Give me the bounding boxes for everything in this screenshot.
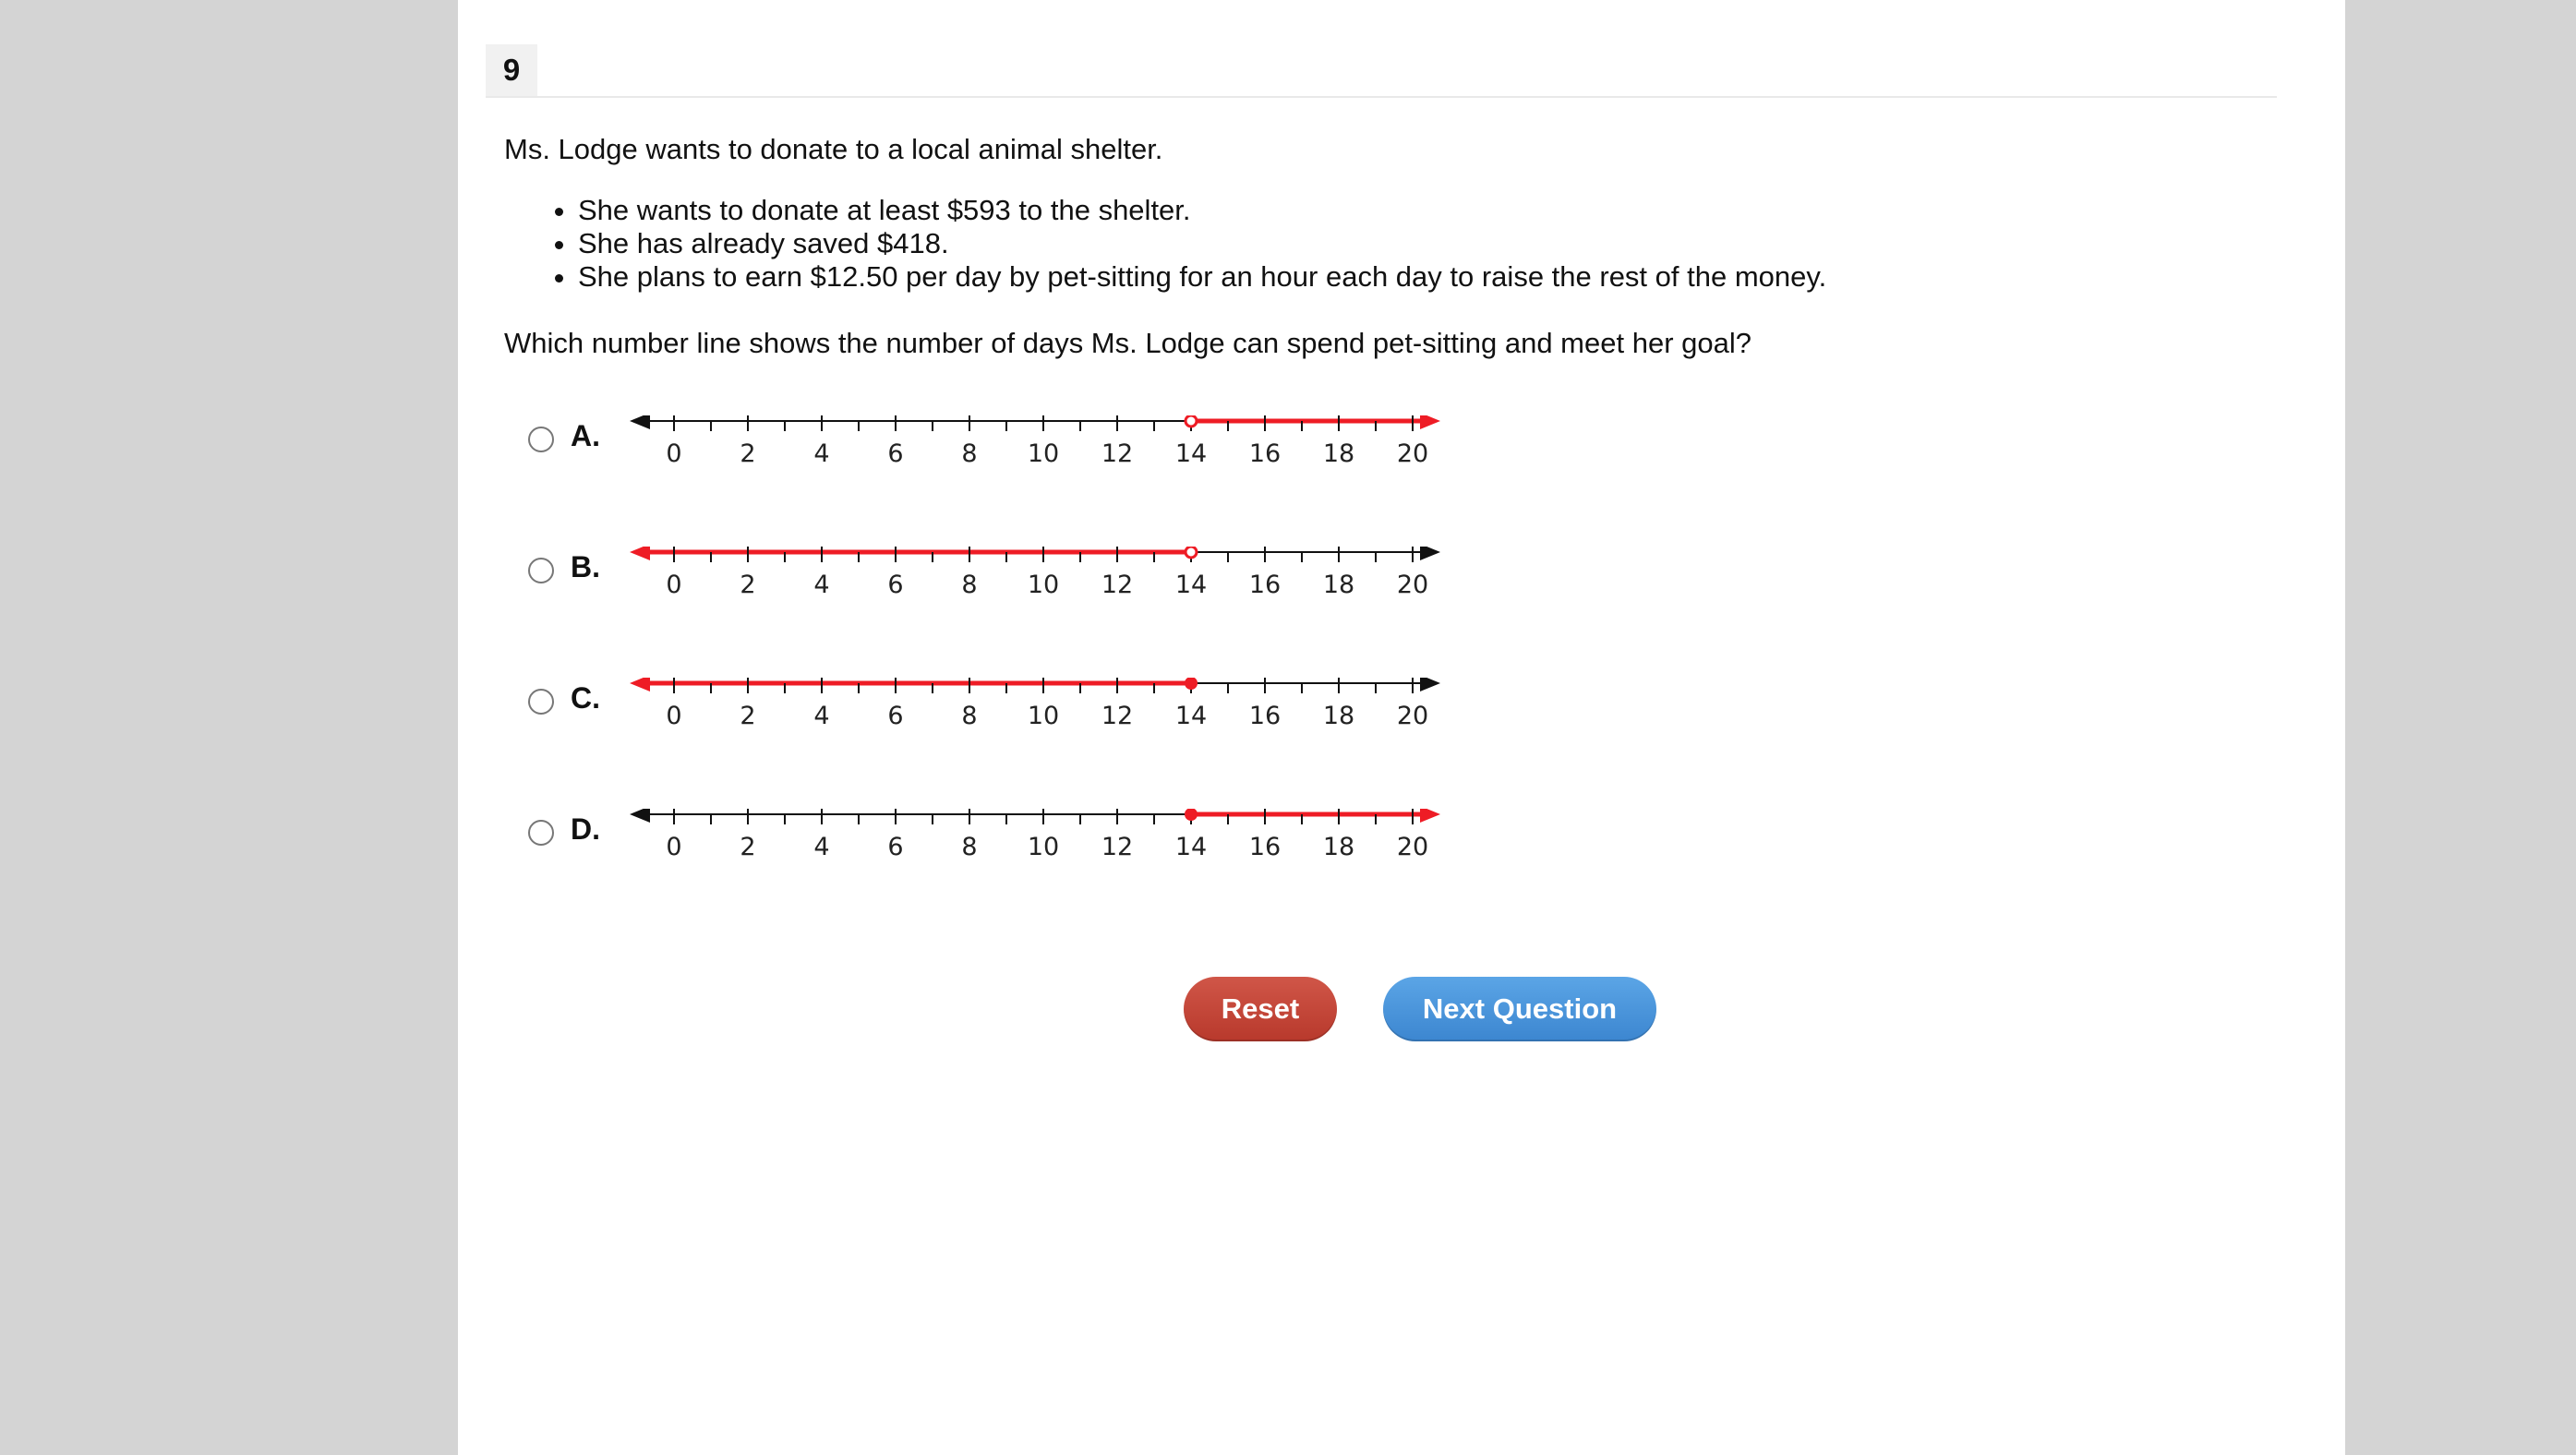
tick-label: 20: [1396, 439, 1429, 468]
right-arrow: [1420, 415, 1440, 429]
option-c-number-line: [630, 678, 1461, 752]
right-arrow: [1420, 809, 1440, 823]
tick-label: 10: [1027, 439, 1060, 468]
tick-label: 4: [813, 833, 830, 861]
tick-label: 0: [666, 702, 682, 730]
question-card: [458, 0, 2345, 1455]
question-intro: Ms. Lodge wants to donate to a local animal shelter.: [504, 133, 1163, 165]
left-arrow: [630, 678, 650, 691]
bullet-item: • She has already saved $418.: [578, 227, 1826, 260]
open-endpoint: [1186, 547, 1197, 558]
tick-label: 6: [887, 833, 904, 861]
tick-label: 18: [1322, 702, 1355, 730]
option-a[interactable]: [528, 415, 1571, 517]
question-number: 9: [486, 44, 537, 96]
tick-label: 16: [1248, 702, 1282, 730]
tick-label: 6: [887, 439, 904, 468]
option-d[interactable]: [528, 809, 1571, 910]
tick-label: 8: [961, 833, 978, 861]
tick-label: 20: [1396, 571, 1429, 599]
tick-label: 2: [740, 702, 756, 730]
option-a-number-line: [630, 415, 1461, 489]
bullet-item: • She wants to donate at least $593 to the shelter.: [578, 194, 1826, 227]
reset-button[interactable]: Reset: [1184, 977, 1337, 1041]
option-c-letter: C.: [571, 681, 600, 715]
option-a-radio[interactable]: [528, 427, 554, 452]
option-b-number-line: [630, 547, 1461, 620]
closed-endpoint: [1186, 678, 1197, 689]
tick-label: 16: [1248, 833, 1282, 861]
tick-label: 8: [961, 702, 978, 730]
left-arrow: [630, 547, 650, 560]
divider: [486, 96, 2277, 98]
tick-label: 0: [666, 439, 682, 468]
right-arrow: [1420, 678, 1440, 691]
tick-label: 18: [1322, 571, 1355, 599]
tick-label: 14: [1174, 833, 1208, 861]
tick-label: 12: [1101, 571, 1134, 599]
tick-label: 14: [1174, 439, 1208, 468]
tick-label: 20: [1396, 702, 1429, 730]
tick-label: 12: [1101, 439, 1134, 468]
tick-label: 6: [887, 571, 904, 599]
tick-label: 2: [740, 833, 756, 861]
tick-label: 8: [961, 571, 978, 599]
tick-label: 16: [1248, 571, 1282, 599]
tick-label: 4: [813, 439, 830, 468]
option-a-letter: A.: [571, 419, 600, 452]
tick-label: 4: [813, 571, 830, 599]
tick-label: 10: [1027, 702, 1060, 730]
tick-label: 6: [887, 702, 904, 730]
tick-label: 16: [1248, 439, 1282, 468]
tick-label: 10: [1027, 833, 1060, 861]
tick-label: 2: [740, 571, 756, 599]
tick-label: 18: [1322, 439, 1355, 468]
tick-label: 0: [666, 833, 682, 861]
option-c-radio[interactable]: [528, 689, 554, 715]
tick-label: 12: [1101, 702, 1134, 730]
left-arrow: [630, 415, 650, 429]
question-bullets: [504, 194, 1826, 294]
tick-label: 12: [1101, 833, 1134, 861]
next-question-button[interactable]: Next Question: [1383, 977, 1656, 1041]
option-d-letter: D.: [571, 812, 600, 846]
tick-label: 0: [666, 571, 682, 599]
tick-label: 4: [813, 702, 830, 730]
open-endpoint: [1186, 415, 1197, 427]
closed-endpoint: [1186, 809, 1197, 820]
tick-label: 10: [1027, 571, 1060, 599]
question-prompt: Which number line shows the number of days Ms. Lodge can spend pet-sitting and meet her goal?: [504, 327, 1751, 359]
option-b-radio[interactable]: [528, 558, 554, 583]
tick-label: 18: [1322, 833, 1355, 861]
option-b-letter: B.: [571, 550, 600, 583]
tick-label: 8: [961, 439, 978, 468]
tick-label: 14: [1174, 702, 1208, 730]
tick-label: 20: [1396, 833, 1429, 861]
bullet-item: • She plans to earn $12.50 per day by pet-sitting for an hour each day to raise the rest of the money.: [578, 260, 1826, 294]
left-arrow: [630, 809, 650, 823]
option-c[interactable]: [528, 678, 1571, 779]
tick-label: 14: [1174, 571, 1208, 599]
right-arrow: [1420, 547, 1440, 560]
option-d-radio[interactable]: [528, 820, 554, 846]
option-d-number-line: [630, 809, 1461, 883]
option-b[interactable]: [528, 547, 1571, 648]
tick-label: 2: [740, 439, 756, 468]
